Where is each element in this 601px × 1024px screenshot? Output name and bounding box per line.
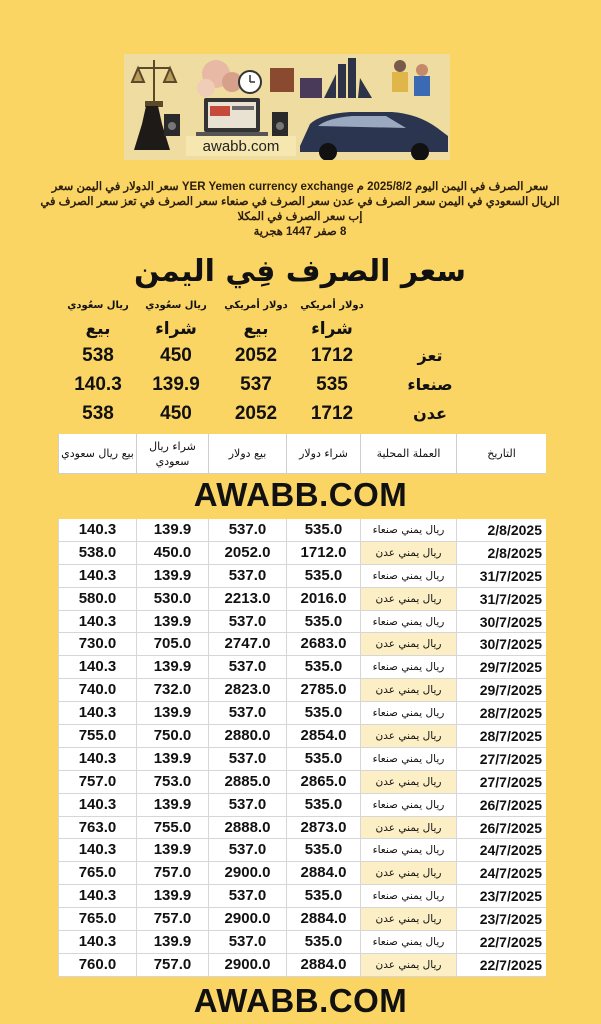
td-sar-buy: 139.9	[136, 748, 208, 771]
td-usd-sell: 2880.0	[208, 725, 286, 748]
th-sar-buy: شراء ريال سعودي	[136, 434, 208, 474]
td-sar-sell: 580.0	[58, 588, 136, 611]
td-currency: ريال يمني عدن	[360, 817, 456, 840]
summary-row-sanaa	[60, 371, 530, 399]
td-date: 28/7/2025	[456, 725, 546, 748]
summary-sub-sell: بيع	[85, 319, 111, 339]
summary-sub-buy: شراء	[311, 319, 353, 339]
summary-city: تعز	[417, 346, 443, 365]
td-usd-sell: 2052.0	[208, 542, 286, 565]
td-sar-sell: 140.3	[58, 519, 136, 542]
td-usd-sell: 537.0	[208, 885, 286, 908]
td-date: 27/7/2025	[456, 748, 546, 771]
td-sar-buy: 139.9	[136, 794, 208, 817]
td-sar-buy: 139.9	[136, 839, 208, 862]
table-row	[58, 862, 546, 885]
td-currency: ريال يمني عدن	[360, 725, 456, 748]
td-currency: ريال يمني عدن	[360, 679, 456, 702]
td-date: 2/8/2025	[456, 542, 546, 565]
td-date: 26/7/2025	[456, 794, 546, 817]
summary-sub-sell: بيع	[243, 319, 269, 339]
td-sar-buy: 757.0	[136, 908, 208, 931]
td-currency: ريال يمني صنعاء	[360, 885, 456, 908]
summary-value: 538	[82, 345, 114, 366]
td-currency: ريال يمني صنعاء	[360, 565, 456, 588]
td-sar-sell: 140.3	[58, 794, 136, 817]
td-date: 31/7/2025	[456, 588, 546, 611]
td-date: 28/7/2025	[456, 702, 546, 725]
td-sar-buy: 757.0	[136, 954, 208, 977]
td-usd-sell: 537.0	[208, 702, 286, 725]
table-row	[58, 588, 546, 611]
td-sar-buy: 139.9	[136, 565, 208, 588]
th-currency: العملة المحلية	[360, 434, 456, 474]
td-sar-buy: 450.0	[136, 542, 208, 565]
th-sar-sell: بيع ريال سعودي	[58, 434, 136, 474]
summary-subheader	[60, 316, 530, 344]
td-date: 22/7/2025	[456, 954, 546, 977]
td-currency: ريال يمني صنعاء	[360, 794, 456, 817]
summary-value: 450	[160, 345, 192, 366]
table-row	[58, 908, 546, 931]
td-sar-buy: 139.9	[136, 519, 208, 542]
table-row	[58, 656, 546, 679]
summary-value: 140.3	[74, 374, 122, 395]
td-currency: ريال يمني صنعاء	[360, 611, 456, 634]
td-usd-buy: 2873.0	[286, 817, 360, 840]
td-sar-sell: 140.3	[58, 839, 136, 862]
summary-col-usd-buy: دولار أمريكي	[300, 300, 364, 311]
table-row	[58, 954, 546, 977]
td-date: 30/7/2025	[456, 611, 546, 634]
td-usd-sell: 537.0	[208, 519, 286, 542]
headline-paragraph: سعر الصرف في اليمن اليوم 2025/8/2 م YER Yemen currency exchange سعر الدولار في اليمن سعر الريال السعودي في اليمن سعر الصرف في عدن سعر الصرف في صنعاء سعر الصرف في تعز سعر الصرف في إب سعر الصرف في المكلا	[40, 181, 560, 223]
summary-sub-buy: شراء	[155, 319, 197, 339]
td-usd-buy: 535.0	[286, 519, 360, 542]
td-sar-buy: 139.9	[136, 931, 208, 954]
td-usd-buy: 1712.0	[286, 542, 360, 565]
td-usd-sell: 2900.0	[208, 954, 286, 977]
table-header	[58, 434, 546, 474]
td-usd-buy: 535.0	[286, 931, 360, 954]
td-sar-sell: 140.3	[58, 748, 136, 771]
td-sar-buy: 705.0	[136, 633, 208, 656]
summary-header	[60, 296, 530, 316]
table-row	[58, 748, 546, 771]
td-sar-sell: 740.0	[58, 679, 136, 702]
summary-city: صنعاء	[407, 375, 453, 394]
th-date: التاريخ	[456, 434, 546, 474]
th-usd-sell: بيع دولار	[208, 434, 286, 474]
table-row	[58, 679, 546, 702]
td-usd-buy: 2884.0	[286, 908, 360, 931]
td-sar-buy: 139.9	[136, 611, 208, 634]
td-sar-sell: 140.3	[58, 885, 136, 908]
td-sar-sell: 757.0	[58, 771, 136, 794]
td-usd-buy: 2865.0	[286, 771, 360, 794]
td-usd-sell: 2900.0	[208, 862, 286, 885]
page-title: سعر الصرف فِي اليمن	[134, 254, 466, 289]
table-row	[58, 885, 546, 908]
table-row	[58, 542, 546, 565]
td-usd-sell: 537.0	[208, 611, 286, 634]
summary-value: 2052	[234, 403, 278, 424]
td-sar-buy: 139.9	[136, 702, 208, 725]
td-usd-buy: 2884.0	[286, 862, 360, 885]
td-sar-sell: 765.0	[58, 908, 136, 931]
td-sar-sell: 730.0	[58, 633, 136, 656]
td-usd-buy: 535.0	[286, 885, 360, 908]
table-row	[58, 519, 546, 542]
td-sar-buy: 750.0	[136, 725, 208, 748]
td-usd-sell: 537.0	[208, 565, 286, 588]
summary-city: عدن	[413, 404, 447, 423]
td-currency: ريال يمني صنعاء	[360, 656, 456, 679]
td-sar-sell: 538.0	[58, 542, 136, 565]
td-sar-sell: 140.3	[58, 611, 136, 634]
td-date: 29/7/2025	[456, 656, 546, 679]
td-sar-sell: 140.3	[58, 656, 136, 679]
td-sar-buy: 139.9	[136, 885, 208, 908]
td-sar-sell: 140.3	[58, 565, 136, 588]
td-usd-sell: 2747.0	[208, 633, 286, 656]
table-row	[58, 794, 546, 817]
td-date: 23/7/2025	[456, 885, 546, 908]
summary-value: 538	[82, 403, 114, 424]
td-usd-buy: 535.0	[286, 839, 360, 862]
td-date: 2/8/2025	[456, 519, 546, 542]
table-row	[58, 771, 546, 794]
td-usd-sell: 537.0	[208, 931, 286, 954]
td-usd-sell: 537.0	[208, 794, 286, 817]
td-date: 29/7/2025	[456, 679, 546, 702]
td-sar-buy: 757.0	[136, 862, 208, 885]
td-sar-sell: 765.0	[58, 862, 136, 885]
td-sar-sell: 140.3	[58, 702, 136, 725]
td-sar-buy: 753.0	[136, 771, 208, 794]
td-usd-buy: 2016.0	[286, 588, 360, 611]
td-date: 24/7/2025	[456, 839, 546, 862]
summary-col-usd-sell: دولار أمريكي	[224, 300, 288, 311]
td-currency: ريال يمني صنعاء	[360, 702, 456, 725]
td-sar-buy: 732.0	[136, 679, 208, 702]
td-currency: ريال يمني صنعاء	[360, 931, 456, 954]
td-date: 23/7/2025	[456, 908, 546, 931]
td-usd-buy: 2884.0	[286, 954, 360, 977]
summary-col-sar-sell: ريال سعُودي	[67, 300, 129, 311]
td-sar-buy: 530.0	[136, 588, 208, 611]
table-row	[58, 565, 546, 588]
summary-row-taiz	[60, 342, 530, 370]
td-currency: ريال يمني عدن	[360, 862, 456, 885]
td-currency: ريال يمني عدن	[360, 908, 456, 931]
td-usd-sell: 537.0	[208, 839, 286, 862]
td-sar-sell: 755.0	[58, 725, 136, 748]
headline-text	[38, 180, 562, 240]
td-currency: ريال يمني عدن	[360, 771, 456, 794]
table-row	[58, 931, 546, 954]
td-usd-buy: 535.0	[286, 656, 360, 679]
td-usd-sell: 2213.0	[208, 588, 286, 611]
rates-table	[58, 519, 546, 977]
td-currency: ريال يمني عدن	[360, 588, 456, 611]
brand-watermark-bottom: AWABB.COM	[193, 982, 408, 1019]
table-row	[58, 702, 546, 725]
td-usd-buy: 535.0	[286, 748, 360, 771]
td-date: 27/7/2025	[456, 771, 546, 794]
td-usd-sell: 537.0	[208, 656, 286, 679]
td-usd-buy: 535.0	[286, 565, 360, 588]
td-currency: ريال يمني عدن	[360, 954, 456, 977]
banner-site-label: awabb.com	[202, 138, 280, 155]
td-usd-buy: 2854.0	[286, 725, 360, 748]
table-row	[58, 817, 546, 840]
td-sar-sell: 763.0	[58, 817, 136, 840]
td-usd-buy: 535.0	[286, 794, 360, 817]
td-date: 31/7/2025	[456, 565, 546, 588]
brand-watermark-top: AWABB.COM	[193, 476, 408, 513]
td-usd-sell: 2823.0	[208, 679, 286, 702]
td-date: 26/7/2025	[456, 817, 546, 840]
td-sar-sell: 760.0	[58, 954, 136, 977]
td-sar-buy: 139.9	[136, 656, 208, 679]
td-usd-buy: 2785.0	[286, 679, 360, 702]
td-currency: ريال يمني صنعاء	[360, 839, 456, 862]
td-usd-sell: 2885.0	[208, 771, 286, 794]
summary-value: 450	[160, 403, 192, 424]
td-usd-sell: 2900.0	[208, 908, 286, 931]
td-usd-buy: 2683.0	[286, 633, 360, 656]
td-sar-sell: 140.3	[58, 931, 136, 954]
table-row	[58, 611, 546, 634]
td-usd-sell: 2888.0	[208, 817, 286, 840]
th-usd-buy: شراء دولار	[286, 434, 360, 474]
summary-value: 2052	[234, 345, 278, 366]
summary-value: 1712	[310, 345, 354, 366]
table-row	[58, 633, 546, 656]
hijri-date: 8 صفر 1447 هجرية	[253, 226, 347, 238]
table-row	[58, 725, 546, 748]
summary-value: 537	[240, 374, 272, 395]
td-currency: ريال يمني عدن	[360, 542, 456, 565]
td-usd-sell: 537.0	[208, 748, 286, 771]
td-date: 30/7/2025	[456, 633, 546, 656]
summary-col-sar-buy: ريال سعُودي	[145, 300, 207, 311]
td-usd-buy: 535.0	[286, 611, 360, 634]
summary-row-aden	[60, 400, 530, 428]
summary-value: 139.9	[152, 374, 200, 395]
td-currency: ريال يمني صنعاء	[360, 748, 456, 771]
banner-image	[124, 54, 450, 160]
td-currency: ريال يمني صنعاء	[360, 519, 456, 542]
td-sar-buy: 755.0	[136, 817, 208, 840]
td-usd-buy: 535.0	[286, 702, 360, 725]
summary-value: 535	[316, 374, 348, 395]
td-currency: ريال يمني عدن	[360, 633, 456, 656]
summary-value: 1712	[310, 403, 354, 424]
td-date: 22/7/2025	[456, 931, 546, 954]
td-date: 24/7/2025	[456, 862, 546, 885]
table-row	[58, 839, 546, 862]
